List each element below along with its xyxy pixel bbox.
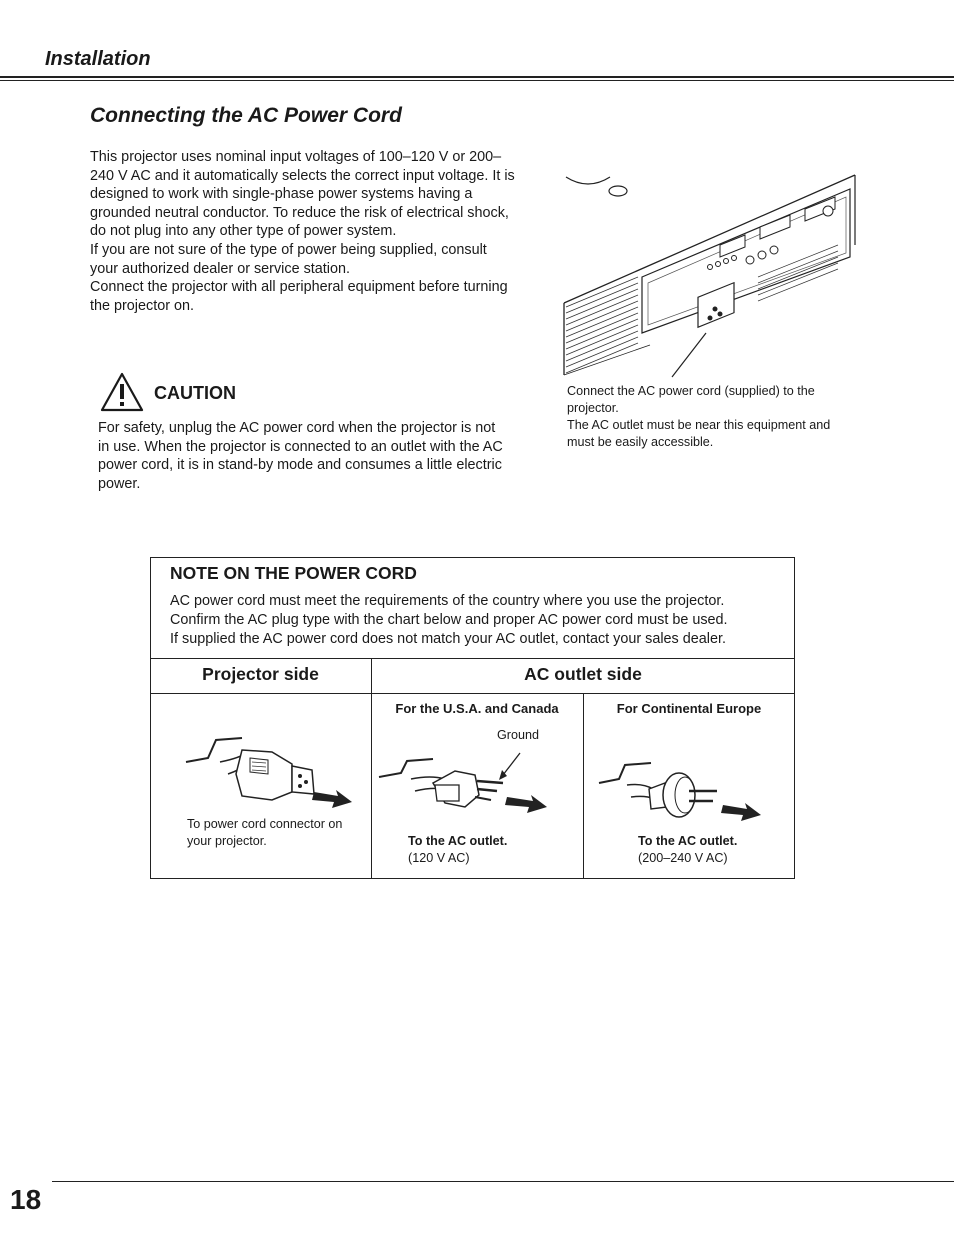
usa-voltage: (120 V AC) <box>408 851 470 865</box>
column-header-projector: Projector side <box>202 664 319 684</box>
header-rule <box>0 76 954 78</box>
note-line: AC power cord must meet the requirements of the country where you use the projector. <box>170 593 725 609</box>
note-title: NOTE ON THE POWER CORD <box>170 563 417 583</box>
table-divider <box>371 658 372 879</box>
subheader-usa: For the U.S.A. and Canada <box>395 701 559 716</box>
usa-plug-illustration <box>375 745 575 820</box>
subheader-europe: For Continental Europe <box>616 701 762 716</box>
europe-voltage: (200–240 V AC) <box>638 851 728 865</box>
header-rule-thin <box>0 80 954 81</box>
projector-caption: To power cord connector on your projector. <box>187 817 343 848</box>
footer-rule <box>52 1181 954 1182</box>
projector-rear-illustration <box>560 165 860 380</box>
figure-caption-line: Connect the AC power cord (supplied) to the projector. <box>567 384 815 415</box>
europe-plug-illustration <box>595 755 770 825</box>
intro-paragraph: Connect the projector with all peripheral equipment before turning the projector on. <box>90 279 508 314</box>
figure-caption-line: The AC outlet must be near this equipment and must be easily accessible. <box>567 418 831 449</box>
note-line: Confirm the AC plug type with the chart below and proper AC power cord must be used. <box>170 612 728 628</box>
note-line: If supplied the AC power cord does not match your AC outlet, contact your sales dealer. <box>170 631 726 647</box>
page-number: 18 <box>10 1184 42 1215</box>
caution-label: CAUTION <box>154 383 236 403</box>
europe-caption: To the AC outlet. <box>638 834 738 848</box>
intro-paragraph: If you are not sure of the type of power being supplied, consult your authorized dealer or service station. <box>90 241 487 277</box>
section-title: Installation <box>45 48 151 70</box>
usa-caption: To the AC outlet. <box>408 834 508 848</box>
warning-triangle-icon <box>100 372 144 412</box>
page-heading: Connecting the AC Power Cord <box>90 104 402 127</box>
table-divider <box>150 693 795 694</box>
table-divider <box>150 658 795 659</box>
column-header-outlet: AC outlet side <box>524 664 642 684</box>
note-text <box>170 592 790 649</box>
table-divider <box>583 693 584 879</box>
figure-caption <box>567 383 857 451</box>
intro-text <box>90 148 518 315</box>
caution-text: For safety, unplug the AC power cord when the projector is not in use. When the projector is connected to an outlet with the AC power cord, it is in stand-by mode and consumes a little electric power. <box>98 420 503 493</box>
projector-plug-illustration <box>180 730 360 815</box>
intro-paragraph: This projector uses nominal input voltages of 100–120 V or 200–240 V AC and it automatically selects the correct input voltage. It is designed to work with single-phase power systems having a grounded neutral conductor. To reduce the risk of electrical shock, do not plug into any other type of power system. <box>90 149 515 240</box>
ground-label: Ground <box>497 728 540 742</box>
